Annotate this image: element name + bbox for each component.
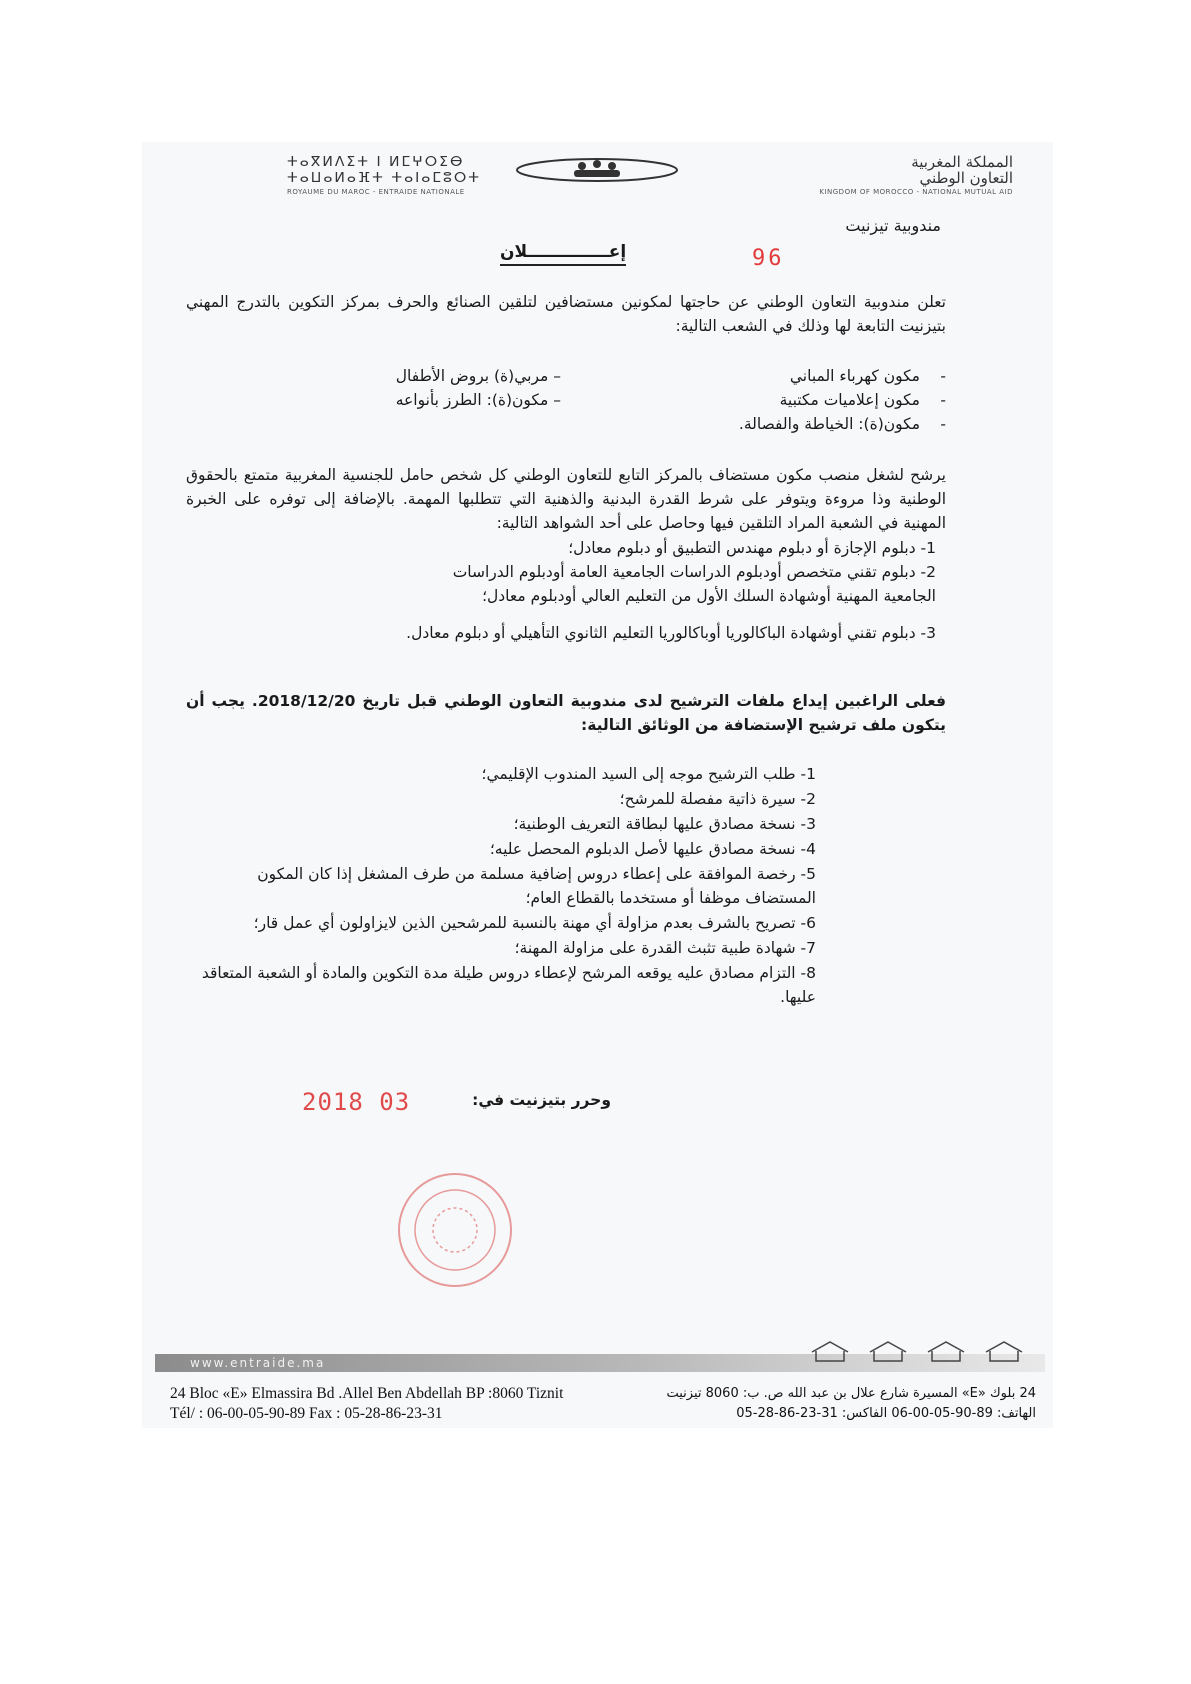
house-icon [808, 1340, 852, 1362]
specialties-list-right [706, 364, 946, 436]
house-icon [924, 1340, 968, 1362]
footer-phone-ar: الهاتف: 89-90-05-00-06 الفاكس: 31-23-86-28-05 [736, 1406, 1036, 1421]
document-item: 5- رخصة الموافقة على إعطاء دروس إضافية مسلمة من طرف المشغل إذا كان المكون المستضاف موظفا أو مستخدما بالقطاع العام؛ [257, 865, 816, 907]
document-item: 7- شهادة طبية تثبث القدرة على مزاولة المهنة؛ [514, 939, 816, 957]
announcement-title: إعــــــــــــــلان [500, 240, 626, 266]
document-item: 8- التزام مصادق عليه يوقعه المرشح لإعطاء دروس طيلة مدة التكوين والمادة أو الشعبة المتعاقد عليها. [201, 964, 816, 1006]
document-item: 4- نسخة مصادق عليها لأصل الدبلوم المحصل عليه؛ [489, 840, 816, 858]
letterhead [142, 150, 1053, 195]
diploma-item: 2- دبلوم تقني متخصص أودبلوم الدراسات الجامعية العامة أودبلوم الدراسات الجامعية المهنية أوشهادة السلك الأول من التعليم العالي أودبلوم معادل؛ [452, 563, 936, 605]
official-seal-icon [395, 1170, 515, 1290]
footer-address-ar: 24 بلوك «E» المسيرة شارع علال بن عبد الله ص. ب: 8060 تيزنيت [666, 1386, 1036, 1401]
tifinagh-line-2: ⵜⴰⵡⴰⵍⴰⴼⵜ ⵜⴰⵏⴰⵎⵓⵔⵜ [287, 170, 482, 186]
signed-in-label: وحرر بتيزنيت في: [472, 1091, 611, 1109]
specialty-item: - مكون(ة): الخياطة والفصالة. [706, 412, 946, 436]
specialty-item: – مكون(ة): الطرز بأنواعه [331, 388, 561, 412]
tifinagh-line-1: ⵜⴰⴳⵍⴷⵉⵜ ⵏ ⵍⵎⵖⵔⵉⴱ [287, 154, 465, 170]
delegation-name: مندوبية تيزنيت [845, 216, 941, 235]
letterhead-en: KINGDOM OF MOROCCO - NATIONAL MUTUAL AID [819, 188, 1013, 196]
document-item: 6- تصريح بالشرف بعدم مزاولة أي مهنة بالنسبة للمرشحين الذين لايزاولون أي عمل قار؛ [253, 914, 816, 932]
footer-icons [808, 1340, 1026, 1362]
entraide-logo-icon [512, 156, 682, 184]
house-icon [866, 1340, 910, 1362]
letterhead-fr: ROYAUME DU MAROC - ENTRAIDE NATIONALE [287, 188, 465, 196]
footer-phone-fr: Tél/ : 06-00-05-90-89 Fax : 05-28-86-23-31 [170, 1405, 443, 1422]
specialties-list-left [331, 364, 561, 412]
specialty-item: - مكون إعلاميات مكتبية [706, 388, 946, 412]
footer-contact-fr [170, 1384, 563, 1424]
document-item: 2- سيرة ذاتية مفصلة للمرشح؛ [619, 790, 816, 808]
letterhead-ar-line-2: التعاون الوطني [919, 169, 1013, 187]
letterhead-ar-line-1: المملكة المغربية [911, 153, 1013, 171]
documents-list [196, 762, 816, 1010]
date-stamp: 2018 03 [302, 1088, 411, 1116]
diploma-item: 3- دبلوم تقني أوشهادة الباكالوريا أوباكالوريا التعليم الثانوي التأهيلي أو دبلوم معادل. [406, 624, 936, 642]
deadline-paragraph: فعلى الراغبين إيداع ملفات الترشيح لدى مندوبية التعاون الوطني قبل تاريخ 2018/12/20. يجب أن يتكون ملف ترشيح الإستضافة من الوثائق التالية: [186, 692, 947, 734]
letterhead-left [287, 154, 481, 196]
website-link[interactable]: www.entraide.ma [190, 1356, 326, 1370]
document-item: 3- نسخة مصادق عليها لبطاقة التعريف الوطنية؛ [513, 815, 816, 833]
specialty-item: - مكون كهرباء المباني [706, 364, 946, 388]
requirements-paragraph: يرشح لشغل منصب مكون مستضاف بالمركز التابع للتعاون الوطني كل شخص حامل للجنسية المغربية متمتع بالحقوق الوطنية وذا مروءة ويتوفر على شرط القدرة البدنية والذهنية التي تتطلبها المهمة. بالإضافة إلى توفره على الخبرة المهنية في الشعبة المراد التلقين فيها وحاصل على أحد الشواهد التالية: [186, 466, 946, 532]
diploma-item: 1- دبلوم الإجازة أو دبلوم مهندس التطبيق أو دبلوم معادل؛ [568, 539, 936, 557]
document-item: 1- طلب الترشيح موجه إلى السيد المندوب الإقليمي؛ [481, 765, 816, 783]
house-icon [982, 1340, 1026, 1362]
specialty-item: – مربي(ة) بروض الأطفال [331, 364, 561, 388]
footer-address-fr: 24 Bloc «E» Elmassira Bd .Allel Ben Abdellah BP :8060 Tiznit [170, 1385, 564, 1402]
reference-stamp: 96 [752, 246, 785, 271]
intro-paragraph: تعلن مندوبية التعاون الوطني عن حاجتها لمكونين مستضافين لتلقين الصنائع والحرف بمركز التكوين بالتدرج المهني بتيزنيت التابعة لها وذلك في الشعب التالية: [186, 293, 946, 335]
footer-contact-ar [666, 1384, 1036, 1424]
letterhead-right [819, 154, 1013, 196]
